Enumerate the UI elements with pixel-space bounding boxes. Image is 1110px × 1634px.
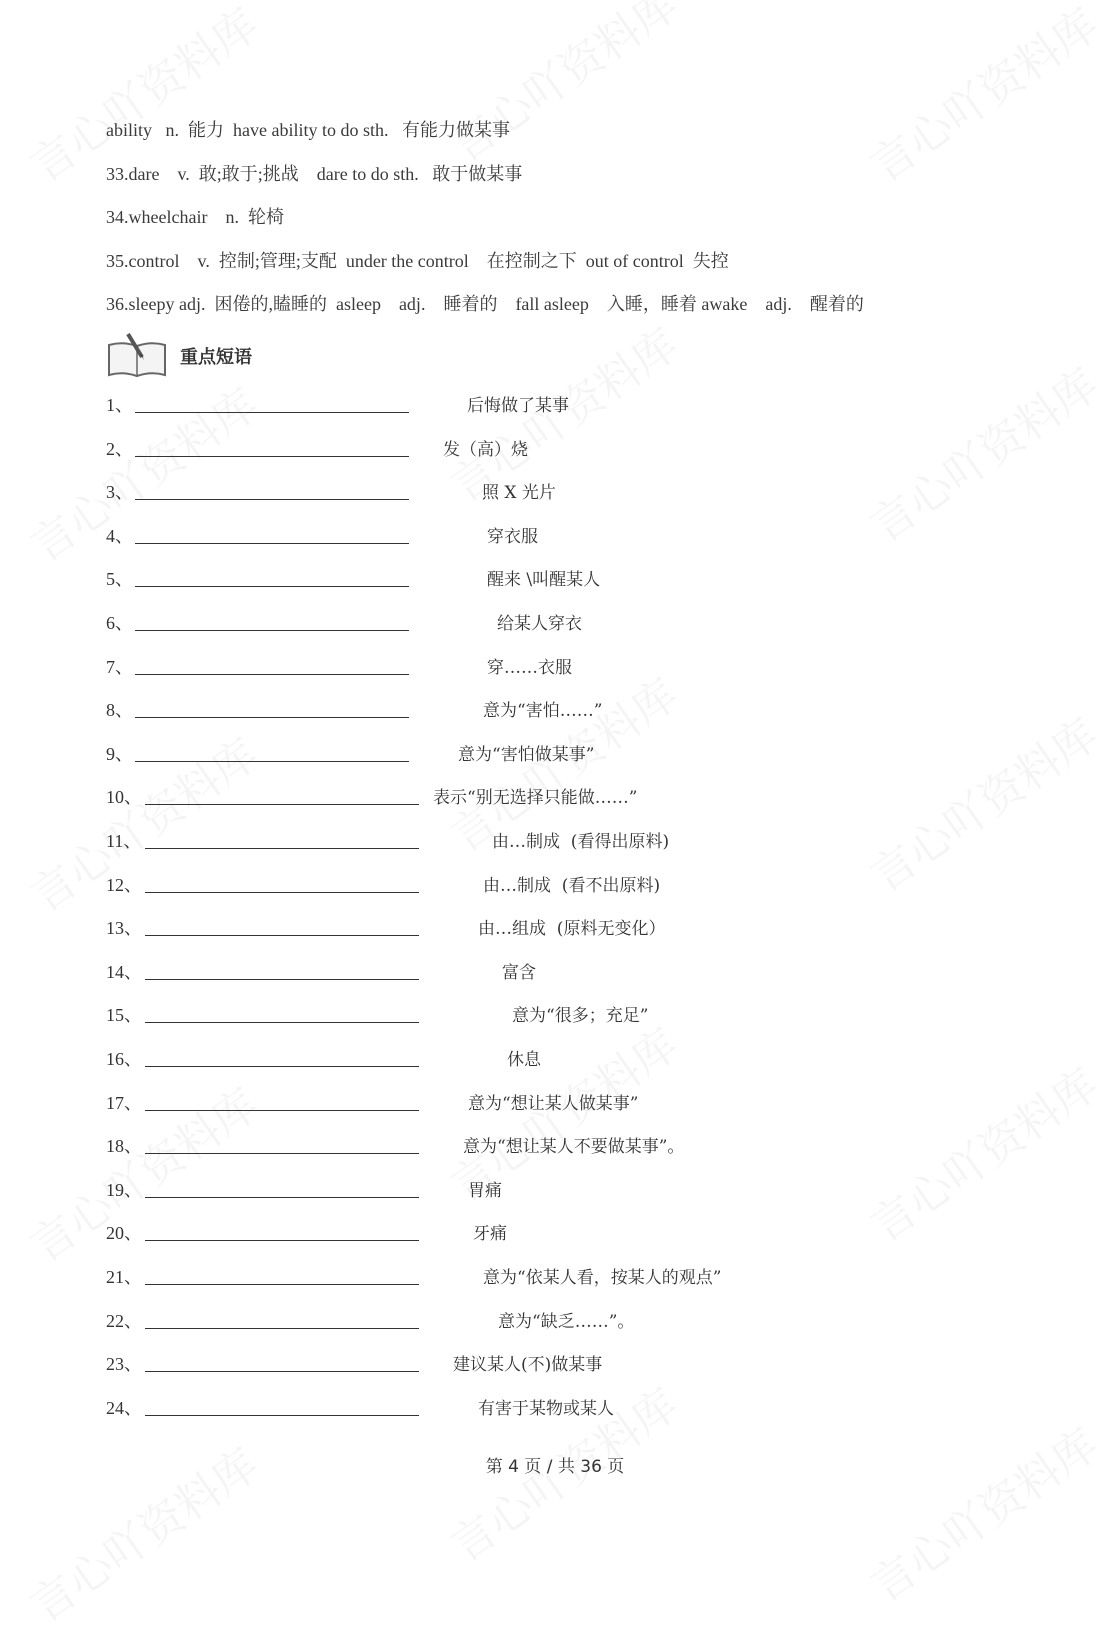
vocab-line: 35.control v. 控制;管理;支配 under the control 在控制之下 out of control 失控 — [106, 251, 729, 271]
phrase-number: 10、 — [106, 787, 142, 808]
phrase-number: 23、 — [106, 1354, 142, 1375]
answer-blank[interactable] — [135, 717, 409, 718]
answer-blank[interactable] — [145, 1284, 419, 1285]
phrase-row — [106, 740, 1006, 764]
vocab-line: 36.sleepy adj. 困倦的,瞌睡的 asleep adj. 睡着的 fall asleep 入睡，睡着 awake adj. 醒着的 — [106, 294, 864, 314]
phrase-meaning: 穿……衣服 — [487, 657, 572, 678]
phrase-meaning: 意为“依某人看，按某人的观点” — [483, 1268, 722, 1288]
phrase-row — [106, 653, 1006, 677]
phrase-meaning: 由…制成 (看得出原料) — [492, 832, 670, 852]
phrase-row — [106, 435, 1006, 459]
phrase-number: 8、 — [106, 700, 133, 721]
phrase-row — [106, 783, 1006, 807]
phrase-row — [106, 914, 1006, 938]
phrase-number: 4、 — [106, 525, 133, 546]
phrase-row — [106, 1219, 1006, 1243]
phrase-row — [106, 478, 1006, 502]
answer-blank[interactable] — [135, 586, 409, 587]
phrase-meaning: 意为“想让某人做某事” — [468, 1093, 639, 1114]
answer-blank[interactable] — [145, 1371, 419, 1372]
vocab-line: 33.dare v. 敢;敢于;挑战 dare to do sth. 敢于做某事 — [106, 164, 523, 184]
phrase-number: 24、 — [106, 1397, 142, 1418]
phrase-row — [106, 522, 1006, 546]
phrase-row — [106, 1045, 1006, 1069]
phrase-meaning: 穿衣服 — [487, 526, 538, 547]
phrase-meaning: 有害于某物或某人 — [478, 1398, 614, 1419]
phrase-number: 14、 — [106, 961, 142, 982]
phrase-row — [106, 827, 1006, 851]
answer-blank[interactable] — [145, 1328, 419, 1329]
answer-blank[interactable] — [145, 804, 419, 805]
phrase-row — [106, 1089, 1006, 1113]
answer-blank[interactable] — [145, 979, 419, 980]
answer-blank[interactable] — [135, 412, 409, 413]
phrase-meaning: 后悔做了某事 — [467, 396, 569, 416]
phrase-meaning: 牙痛 — [473, 1224, 507, 1245]
phrase-number: 19、 — [106, 1179, 142, 1200]
phrase-number: 15、 — [106, 1005, 142, 1026]
answer-blank[interactable] — [145, 892, 419, 893]
book-pencil-icon — [106, 333, 168, 379]
phrase-number: 2、 — [106, 438, 133, 459]
phrase-number: 5、 — [106, 569, 133, 590]
answer-blank[interactable] — [145, 1415, 419, 1416]
phrase-meaning: 富含 — [502, 962, 536, 983]
phrase-meaning: 意为“缺乏……”。 — [498, 1311, 635, 1332]
phrase-number: 12、 — [106, 874, 142, 895]
answer-blank[interactable] — [135, 761, 409, 762]
phrase-row — [106, 391, 1006, 415]
phrase-number: 17、 — [106, 1092, 142, 1113]
phrase-meaning: 由…制成 (看不出原料) — [483, 875, 661, 896]
phrase-number: 21、 — [106, 1267, 142, 1287]
phrase-meaning: 意为“想让某人不要做某事”。 — [463, 1137, 685, 1158]
vocab-line: 34.wheelchair n. 轮椅 — [106, 207, 284, 227]
phrase-meaning: 胃痛 — [468, 1180, 502, 1201]
phrase-meaning: 表示“别无选择只能做……” — [433, 788, 638, 809]
watermark — [436, 0, 689, 174]
phrase-number: 13、 — [106, 918, 142, 939]
phrase-row — [106, 1263, 1006, 1287]
answer-blank[interactable] — [135, 456, 409, 457]
phrase-row — [106, 958, 1006, 982]
page-footer: 第 4 页 / 共 36 页 — [485, 1457, 625, 1477]
phrase-row — [106, 1176, 1006, 1200]
phrase-meaning: 照 X 光片 — [482, 483, 556, 504]
phrase-row — [106, 1350, 1006, 1374]
phrase-number: 11、 — [106, 831, 142, 851]
watermark — [856, 0, 1109, 194]
phrase-meaning: 建议某人(不)做某事 — [453, 1355, 603, 1376]
phrase-meaning: 醒来 \叫醒某人 — [487, 570, 601, 591]
answer-blank[interactable] — [145, 1240, 419, 1241]
answer-blank[interactable] — [135, 543, 409, 544]
phrase-row — [106, 1132, 1006, 1156]
phrase-meaning: 意为“害怕……” — [483, 701, 603, 722]
phrase-number: 9、 — [106, 743, 133, 764]
phrase-row — [106, 565, 1006, 589]
answer-blank[interactable] — [145, 935, 419, 936]
answer-blank[interactable] — [135, 630, 409, 631]
phrase-number: 20、 — [106, 1223, 142, 1244]
phrase-number: 18、 — [106, 1136, 142, 1157]
answer-blank[interactable] — [145, 848, 419, 849]
answer-blank[interactable] — [145, 1066, 419, 1067]
phrase-row — [106, 696, 1006, 720]
answer-blank[interactable] — [135, 674, 409, 675]
phrase-row — [106, 871, 1006, 895]
answer-blank[interactable] — [145, 1153, 419, 1154]
watermark — [856, 1410, 1109, 1614]
phrase-meaning: 意为“很多；充足” — [512, 1006, 649, 1027]
phrase-meaning: 休息 — [507, 1050, 541, 1070]
phrase-meaning: 意为“害怕做某事” — [458, 744, 595, 765]
phrase-number: 1、 — [106, 395, 133, 415]
answer-blank[interactable] — [145, 1022, 419, 1023]
answer-blank[interactable] — [145, 1110, 419, 1111]
vocab-line: ability n. 能力 have ability to do sth. 有能力做某事 — [106, 120, 510, 140]
phrase-number: 22、 — [106, 1310, 142, 1331]
phrase-number: 7、 — [106, 656, 133, 677]
phrase-meaning: 发（高）烧 — [443, 439, 528, 460]
section-header — [106, 333, 252, 379]
answer-blank[interactable] — [145, 1197, 419, 1198]
phrase-meaning: 给某人穿衣 — [497, 614, 582, 634]
phrase-row — [106, 1001, 1006, 1025]
phrase-row — [106, 1394, 1006, 1418]
phrase-number: 3、 — [106, 482, 133, 503]
phrase-number: 6、 — [106, 613, 133, 633]
phrase-meaning: 由…组成 (原料无变化） — [478, 919, 666, 940]
phrase-row — [106, 609, 1006, 633]
section-title: 重点短语 — [180, 347, 252, 368]
phrase-row — [106, 1307, 1006, 1331]
phrase-number: 16、 — [106, 1049, 142, 1069]
answer-blank[interactable] — [135, 499, 409, 500]
